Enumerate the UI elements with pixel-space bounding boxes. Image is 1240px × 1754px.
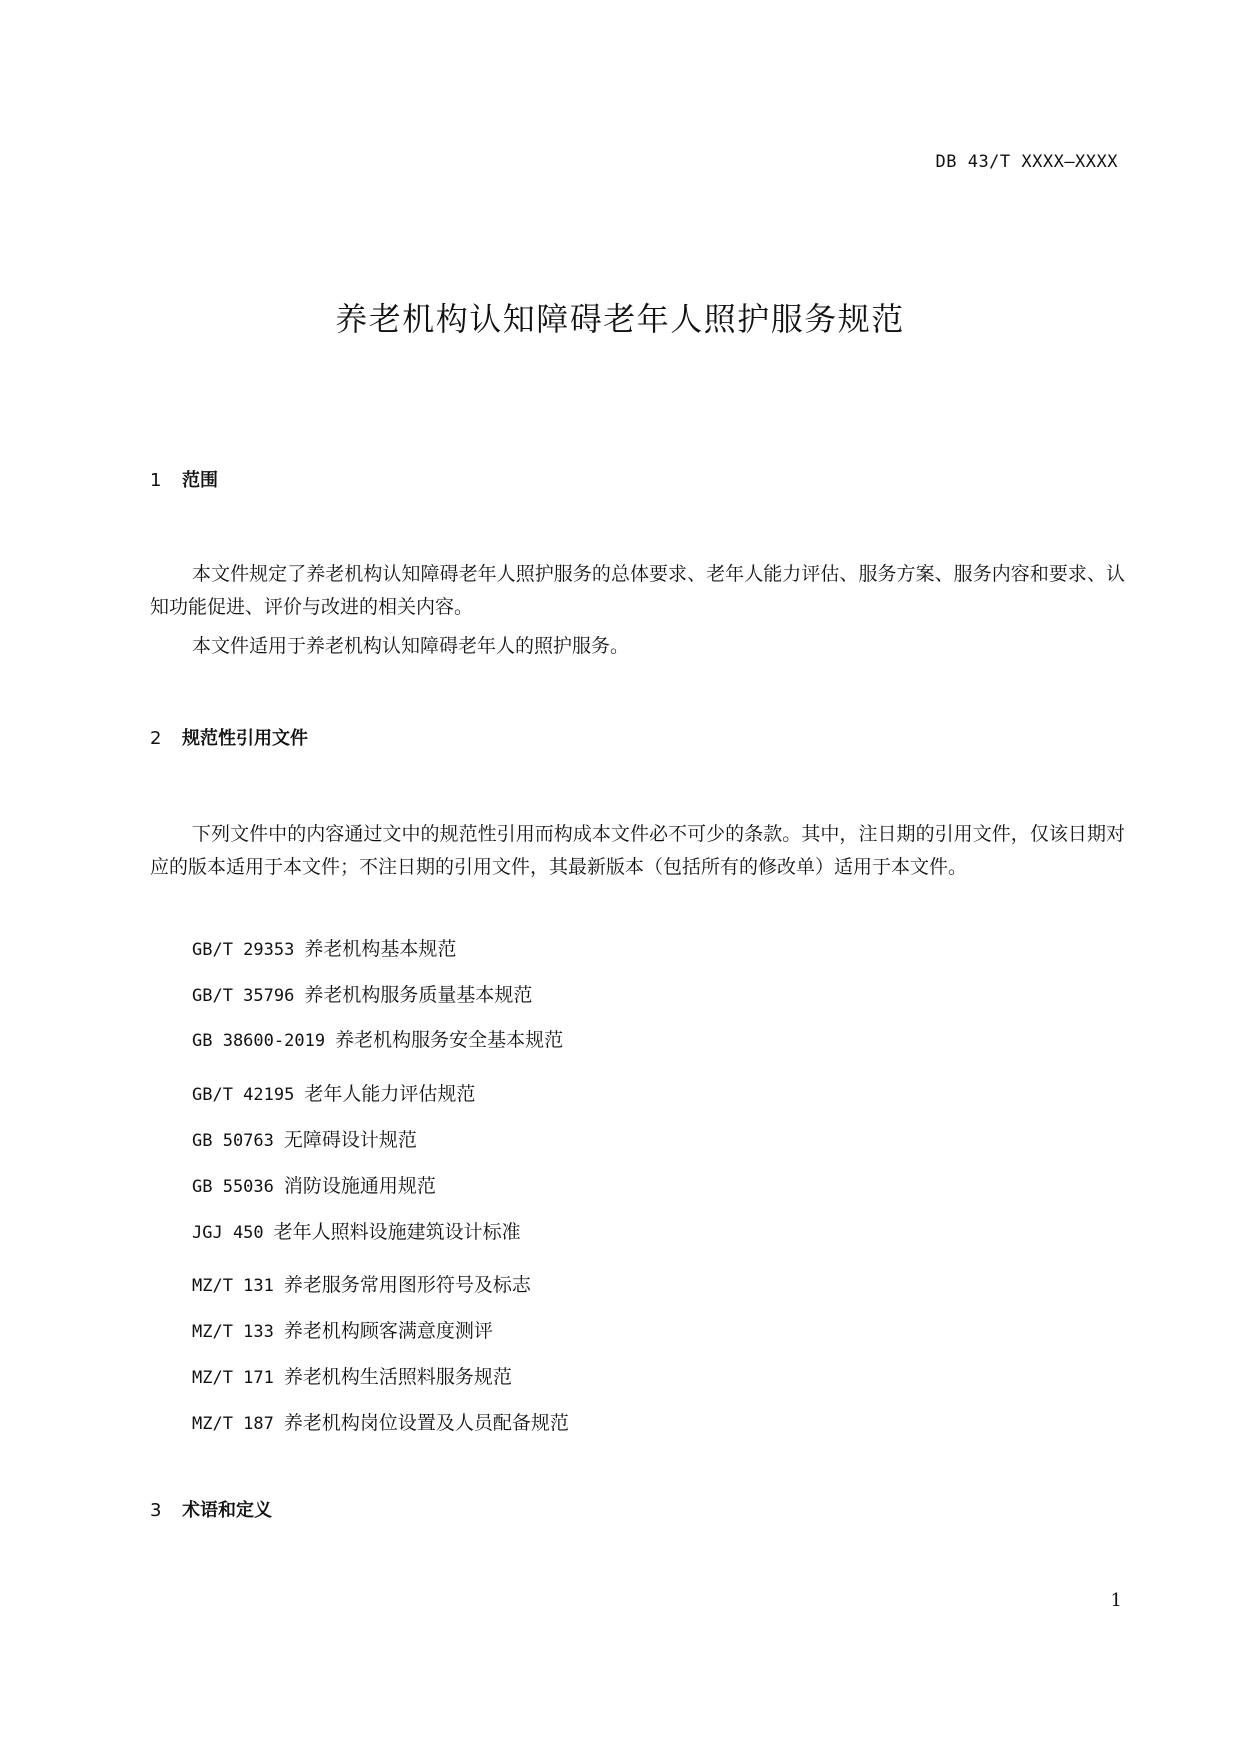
reference-item <box>192 1408 569 1435</box>
document-title: 养老机构认知障碍老年人照护服务规范 <box>335 300 905 338</box>
reference-code: MZ/T 131 <box>192 1276 274 1296</box>
section-heading-terms-definitions <box>150 1496 272 1522</box>
reference-code: JGJ 450 <box>192 1223 264 1243</box>
reference-name: 养老机构顾客满意度测评 <box>283 1320 493 1342</box>
reference-code: MZ/T 133 <box>192 1322 274 1342</box>
references-intro-paragraph: 下列文件中的内容通过文中的规范性引用而构成本文件必不可少的条款。其中，注日期的引用文件，仅该日期对应的版本适用于本文件；不注日期的引用文件，其最新版本（包括所有的修改单）适用于本文件。 <box>150 823 1125 878</box>
section-number: 1 <box>150 470 162 491</box>
section-title: 规范性引用文件 <box>182 728 308 749</box>
page-number: 1 <box>1110 1590 1122 1611</box>
reference-code: GB 38600-2019 <box>192 1031 326 1051</box>
reference-code: GB/T 35796 <box>192 986 295 1006</box>
reference-code: MZ/T 171 <box>192 1368 274 1388</box>
reference-name: 养老机构基本规范 <box>304 938 457 960</box>
reference-name: 无障碍设计规范 <box>283 1129 417 1151</box>
reference-code: MZ/T 187 <box>192 1414 274 1434</box>
scope-applicability-paragraph: 本文件适用于养老机构认知障碍老年人的照护服务。 <box>192 635 630 657</box>
reference-code: GB 50763 <box>192 1131 274 1151</box>
section-number: 3 <box>150 1500 162 1521</box>
reference-item <box>192 1362 512 1389</box>
section-heading-scope <box>150 466 218 492</box>
reference-name: 养老机构服务质量基本规范 <box>304 984 533 1006</box>
reference-item <box>192 1217 521 1244</box>
reference-name: 老年人照料设施建筑设计标准 <box>273 1221 521 1243</box>
reference-item <box>192 1079 475 1106</box>
reference-name: 消防设施通用规范 <box>283 1175 436 1197</box>
section-title: 术语和定义 <box>182 1500 272 1521</box>
reference-name: 养老服务常用图形符号及标志 <box>283 1274 531 1296</box>
section-title: 范围 <box>182 470 218 491</box>
section-heading-normative-references <box>150 724 308 750</box>
reference-name: 老年人能力评估规范 <box>304 1083 476 1105</box>
section-number: 2 <box>150 728 162 749</box>
reference-name: 养老机构岗位设置及人员配备规范 <box>283 1412 569 1434</box>
reference-code: GB 55036 <box>192 1177 274 1197</box>
reference-item <box>192 1270 531 1297</box>
reference-item <box>192 934 456 961</box>
reference-name: 养老机构生活照料服务规范 <box>283 1366 512 1388</box>
reference-code: GB/T 29353 <box>192 940 295 960</box>
scope-paragraph: 本文件规定了养老机构认知障碍老年人照护服务的总体要求、老年人能力评估、服务方案、服务内容和要求、认知功能促进、评价与改进的相关内容。 <box>150 563 1125 618</box>
reference-code: GB/T 42195 <box>192 1085 295 1105</box>
document-code: DB 43/T XXXX—XXXX <box>935 152 1118 172</box>
reference-item <box>192 1025 563 1052</box>
reference-item <box>192 1125 417 1152</box>
reference-item <box>192 1316 493 1343</box>
reference-name: 养老机构服务安全基本规范 <box>335 1029 564 1051</box>
reference-item <box>192 1171 436 1198</box>
reference-item <box>192 980 532 1007</box>
